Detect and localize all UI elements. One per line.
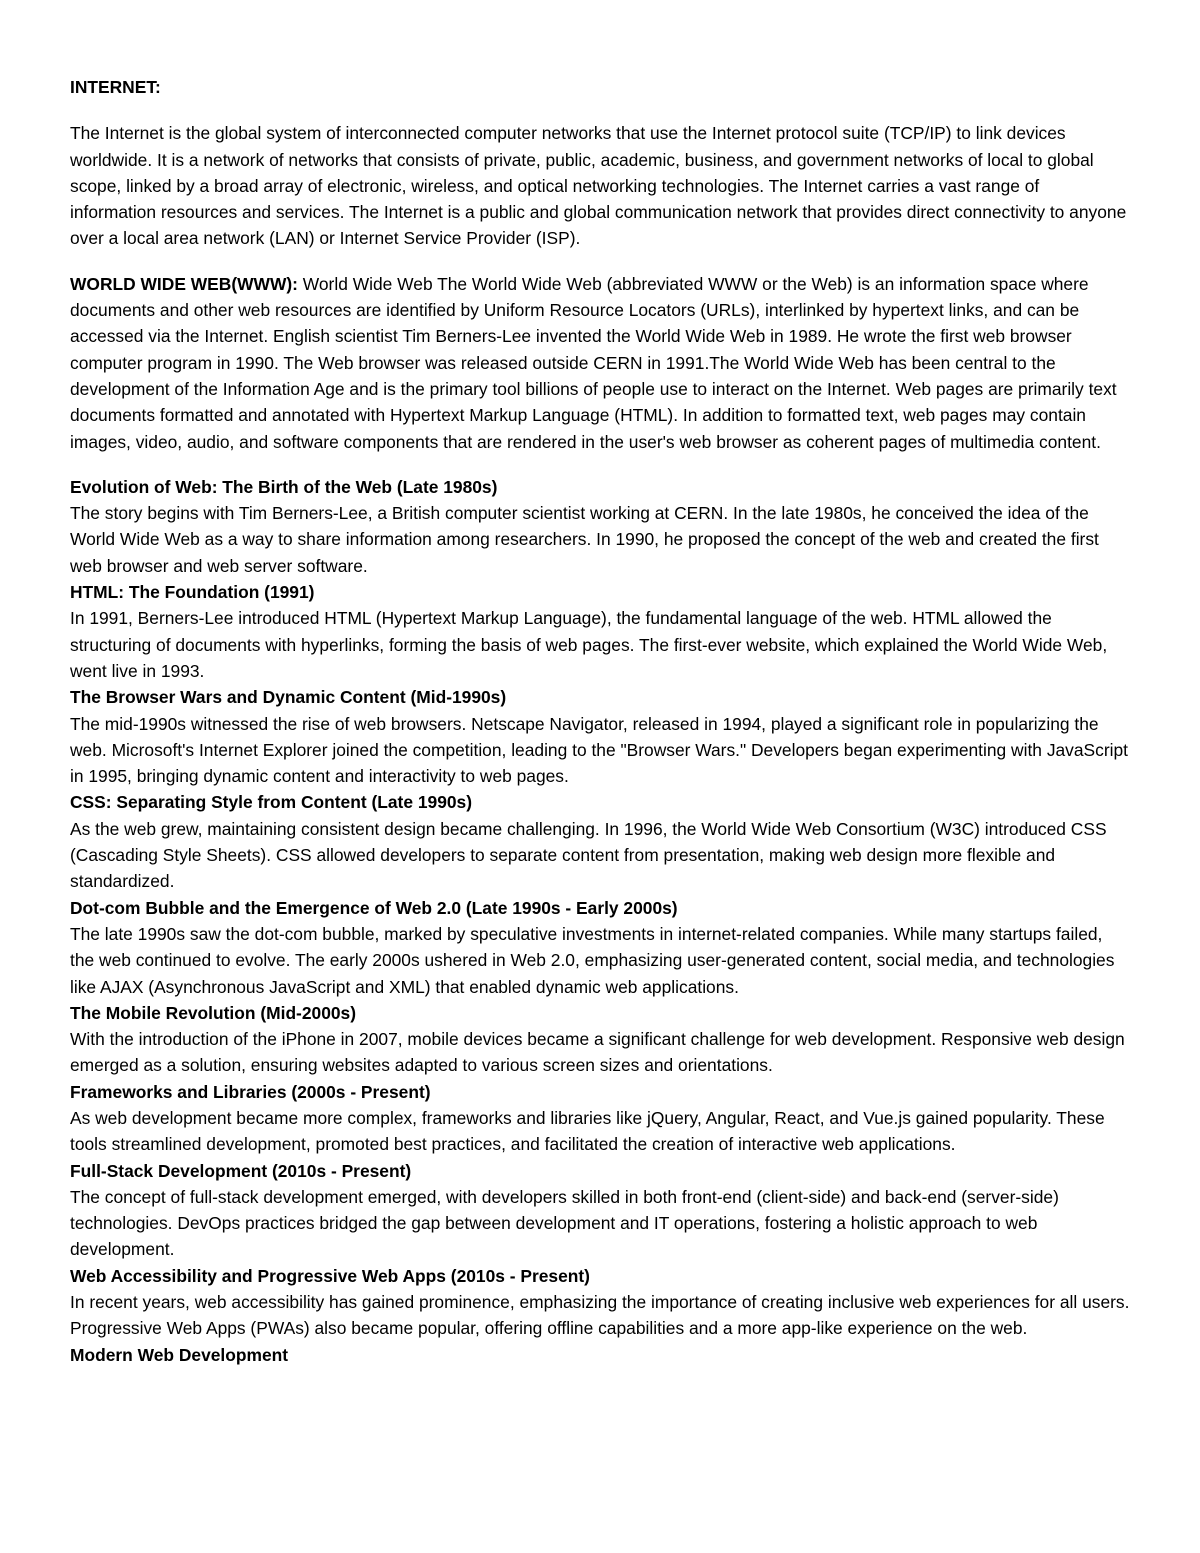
document-title: INTERNET:	[70, 77, 161, 97]
www-text: World Wide Web The World Wide Web (abbreviated WWW or the Web) is an information space where documents and other web resources are identified by Uniform Resource Locators (URLs), interlinked by hypertext links, and can be accessed via the Internet. English scientist Tim Berners-Lee invented the World Wide Web in 1989. He wrote the first web browser computer program in 1990. The Web browser was released outside CERN in 1991.The World Wide Web has been central to the development of the Information Age and is the primary tool billions of people use to interact on the Internet. Web pages are primarily text documents formatted and annotated with Hypertext Markup Language (HTML). In addition to formatted text, web pages may contain images, video, audio, and software components that are rendered in the user's web browser as coherent pages of multimedia content.	[70, 273, 1117, 452]
section-heading: Web Accessibility and Progressive Web Apps (2010s - Present)	[70, 1265, 590, 1286]
evolution-sections	[70, 474, 1130, 1368]
section-body: The concept of full-stack development emerged, with developers skilled in both front-end (client-side) and back-end (server-side) technologies. DevOps practices bridged the gap between development and IT operations, fostering a holistic approach to web development.	[70, 1186, 1059, 1260]
section-full-stack	[70, 1158, 1130, 1263]
section-body: As the web grew, maintaining consistent design became challenging. In 1996, the World Wide Web Consortium (W3C) introduced CSS (Cascading Style Sheets). CSS allowed developers to separate content from presentation, making web design more flexible and standardized.	[70, 818, 1107, 892]
section-browser-wars	[70, 684, 1130, 789]
section-body: In recent years, web accessibility has gained prominence, emphasizing the importance of creating inclusive web experiences for all users. Progressive Web Apps (PWAs) also became popular, offering offline capabilities and a more app-like experience on the web.	[70, 1292, 1130, 1339]
section-body: With the introduction of the iPhone in 2007, mobile devices became a significant challenge for web development. Responsive web design emerged as a solution, ensuring websites adapted to various screen sizes and orientations.	[70, 1029, 1125, 1076]
section-accessibility-pwa	[70, 1263, 1130, 1342]
section-frameworks-libraries	[70, 1079, 1130, 1158]
section-body: The mid-1990s witnessed the rise of web browsers. Netscape Navigator, released in 1994, played a significant role in popularizing the web. Microsoft's Internet Explorer joined the competition, leading to the "Browser Wars." Developers began experimenting with JavaScript in 1995, bringing dynamic content and interactivity to web pages.	[70, 713, 1129, 787]
section-dot-com-web2	[70, 895, 1130, 1000]
section-html-foundation	[70, 579, 1130, 684]
section-heading: HTML: The Foundation (1991)	[70, 582, 315, 603]
internet-paragraph: The Internet is the global system of interconnected computer networks that use the Internet protocol suite (TCP/IP) to link devices worldwide. It is a network of networks that consists of private, public, academic, business, and government networks of local to global scope, linked by a broad array of electronic, wireless, and optical networking technologies. The Internet carries a vast range of information resources and services. The Internet is a public and global communication network that provides direct connectivity to anyone over a local area network (LAN) or Internet Service Provider (ISP).	[70, 123, 1127, 249]
section-heading: Frameworks and Libraries (2000s - Present)	[70, 1081, 431, 1102]
section-modern-web-development	[70, 1342, 1130, 1368]
www-label: WORLD WIDE WEB(WWW):	[70, 273, 298, 294]
section-heading: Dot-com Bubble and the Emergence of Web 2.0 (Late 1990s - Early 2000s)	[70, 897, 678, 918]
section-mobile-revolution	[70, 1000, 1130, 1079]
section-heading: Full-Stack Development (2010s - Present)	[70, 1160, 412, 1181]
section-body: In 1991, Berners-Lee introduced HTML (Hypertext Markup Language), the fundamental language of the web. HTML allowed the structuring of documents with hyperlinks, forming the basis of web pages. The first-ever website, which explained the World Wide Web, went live in 1993.	[70, 608, 1108, 681]
section-body: The story begins with Tim Berners-Lee, a British computer scientist working at CERN. In the late 1980s, he conceived the idea of the World Wide Web as a way to share information among researchers. In 1990, he proposed the concept of the web and created the first web browser and web server software.	[70, 503, 1099, 576]
section-body: As web development became more complex, frameworks and libraries like jQuery, Angular, React, and Vue.js gained popularity. These tools streamlined development, promoted best practices, and facilitated the creation of interactive web applications.	[70, 1107, 1105, 1155]
section-heading: The Mobile Revolution (Mid-2000s)	[70, 1002, 357, 1023]
section-body: The late 1990s saw the dot-com bubble, marked by speculative investments in internet-related companies. While many startups failed, the web continued to evolve. The early 2000s ushered in Web 2.0, emphasizing user-generated content, social media, and technologies like AJAX (Asynchronous JavaScript and XML) that enabled dynamic web applications.	[70, 923, 1115, 997]
document-page	[70, 74, 1130, 1368]
section-css	[70, 789, 1130, 894]
section-heading: The Browser Wars and Dynamic Content (Mid-1990s)	[70, 687, 507, 708]
www-paragraph	[70, 271, 1130, 455]
section-heading: Modern Web Development	[70, 1344, 289, 1365]
section-heading: CSS: Separating Style from Content (Late 1990s)	[70, 792, 473, 813]
section-heading: Evolution of Web: The Birth of the Web (Late 1980s)	[70, 476, 498, 497]
section-birth-of-web	[70, 474, 1130, 579]
